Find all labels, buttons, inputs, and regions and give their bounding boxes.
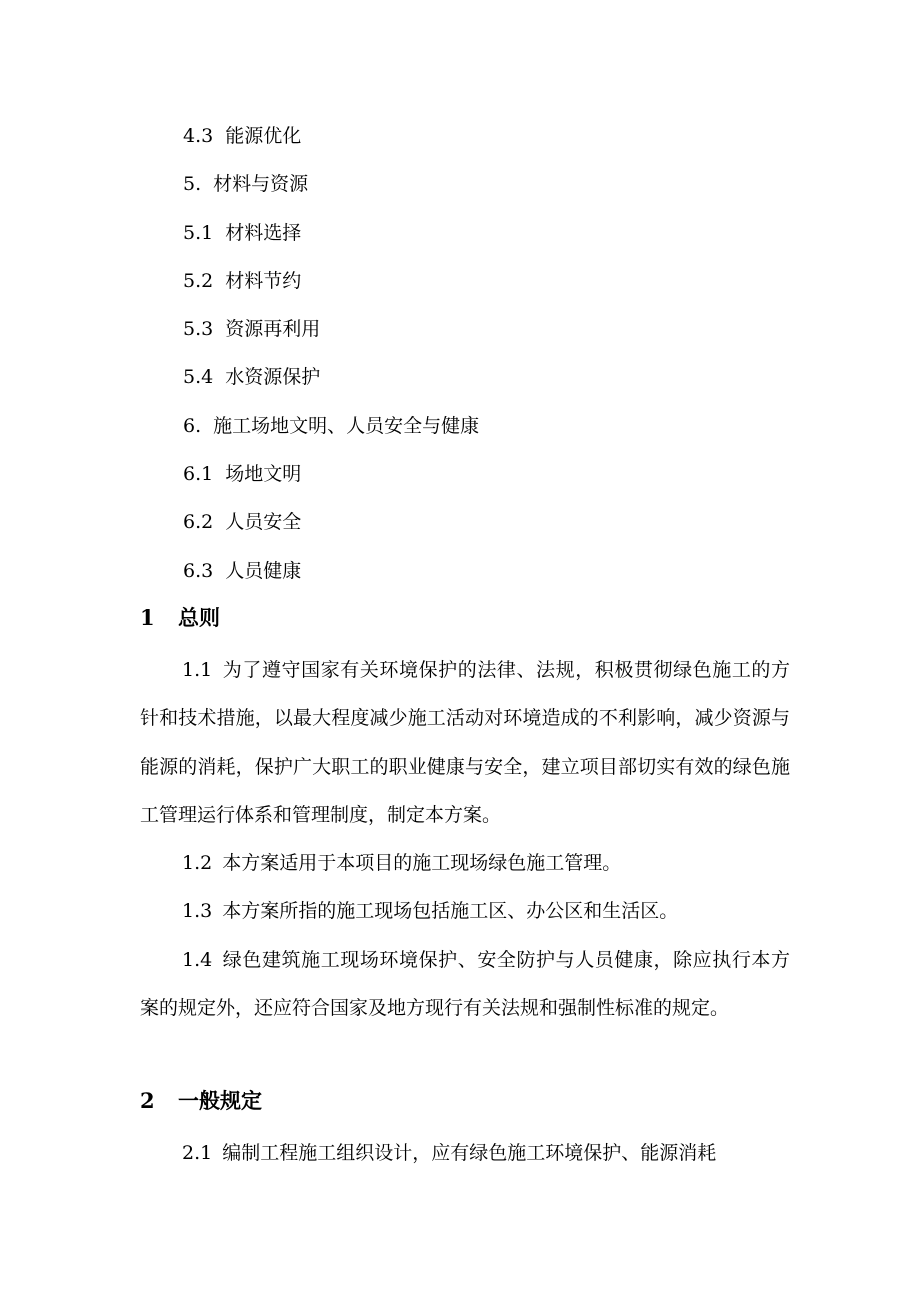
clause-number: 1.3	[182, 900, 213, 923]
section-heading	[140, 598, 790, 646]
clause-number: 1.4	[182, 948, 213, 971]
section-heading	[140, 1081, 790, 1129]
clause-paragraph	[140, 887, 790, 935]
toc-item	[183, 166, 479, 214]
toc-item-number: 5.3	[183, 318, 214, 341]
toc-item	[183, 408, 479, 456]
toc-item-number: 5.2	[183, 269, 214, 292]
section-number: 2	[140, 1088, 155, 1113]
toc-item-label: 人员健康	[225, 559, 302, 582]
clause-paragraph	[140, 936, 790, 1033]
section-general-provisions	[140, 1081, 790, 1177]
toc-item-number: 6.2	[183, 511, 214, 534]
clause-paragraph	[140, 839, 790, 887]
table-of-contents	[183, 118, 479, 601]
clause-number: 1.2	[182, 852, 213, 875]
toc-item	[183, 359, 479, 407]
toc-item-number: 6.1	[183, 463, 214, 486]
toc-item	[183, 118, 479, 166]
clause-paragraph	[140, 646, 790, 839]
toc-item	[183, 263, 479, 311]
toc-item-label: 人员安全	[225, 511, 302, 534]
toc-item-label: 材料与资源	[213, 173, 309, 196]
toc-item-number: 5.1	[183, 221, 214, 244]
toc-item-label: 场地文明	[225, 463, 302, 486]
toc-item-number: 6.	[183, 414, 202, 437]
toc-item	[183, 311, 479, 359]
clause-text: 为了遵守国家有关环境保护的法律、法规，积极贯彻绿色施工的方针和技术措施，以最大程度减少施工活动对环境造成的不利影响，减少资源与能源的消耗，保护广大职工的职业健康与安全，建立项目部切实有效的绿色施工管理运行体系和管理制度，制定本方案。	[140, 659, 790, 826]
toc-item	[183, 504, 479, 552]
clause-text: 本方案适用于本项目的施工现场绿色施工管理。	[222, 852, 622, 875]
toc-item	[183, 553, 479, 601]
clause-paragraph	[140, 1129, 790, 1177]
toc-item-label: 材料选择	[225, 221, 302, 244]
toc-item-label: 施工场地文明、人员安全与健康	[213, 414, 480, 437]
toc-item-number: 5.	[183, 173, 202, 196]
section-title: 总则	[178, 605, 220, 630]
clause-number: 1.1	[182, 659, 213, 681]
clause-number: 2.1	[182, 1142, 213, 1164]
clause-text: 本方案所指的施工现场包括施工区、办公区和生活区。	[222, 900, 679, 923]
toc-item-label: 材料节约	[225, 269, 302, 292]
toc-item-number: 5.4	[183, 366, 214, 389]
section-title: 一般规定	[178, 1088, 262, 1113]
toc-item-label: 能源优化	[225, 125, 302, 147]
toc-item-number: 6.3	[183, 559, 214, 582]
clause-text: 绿色建筑施工现场环境保护、安全防护与人员健康，除应执行本方案的规定外，还应符合国家及地方现行有关法规和强制性标准的规定。	[140, 948, 790, 1020]
toc-item-number: 4.3	[183, 125, 214, 147]
toc-item	[183, 456, 479, 504]
section-number: 1	[140, 605, 155, 630]
toc-item	[183, 215, 479, 263]
toc-item-label: 水资源保护	[225, 366, 321, 389]
section-general	[140, 598, 790, 1032]
clause-text: 编制工程施工组织设计，应有绿色施工环境保护、能源消耗	[222, 1142, 717, 1164]
toc-item-label: 资源再利用	[225, 318, 321, 341]
